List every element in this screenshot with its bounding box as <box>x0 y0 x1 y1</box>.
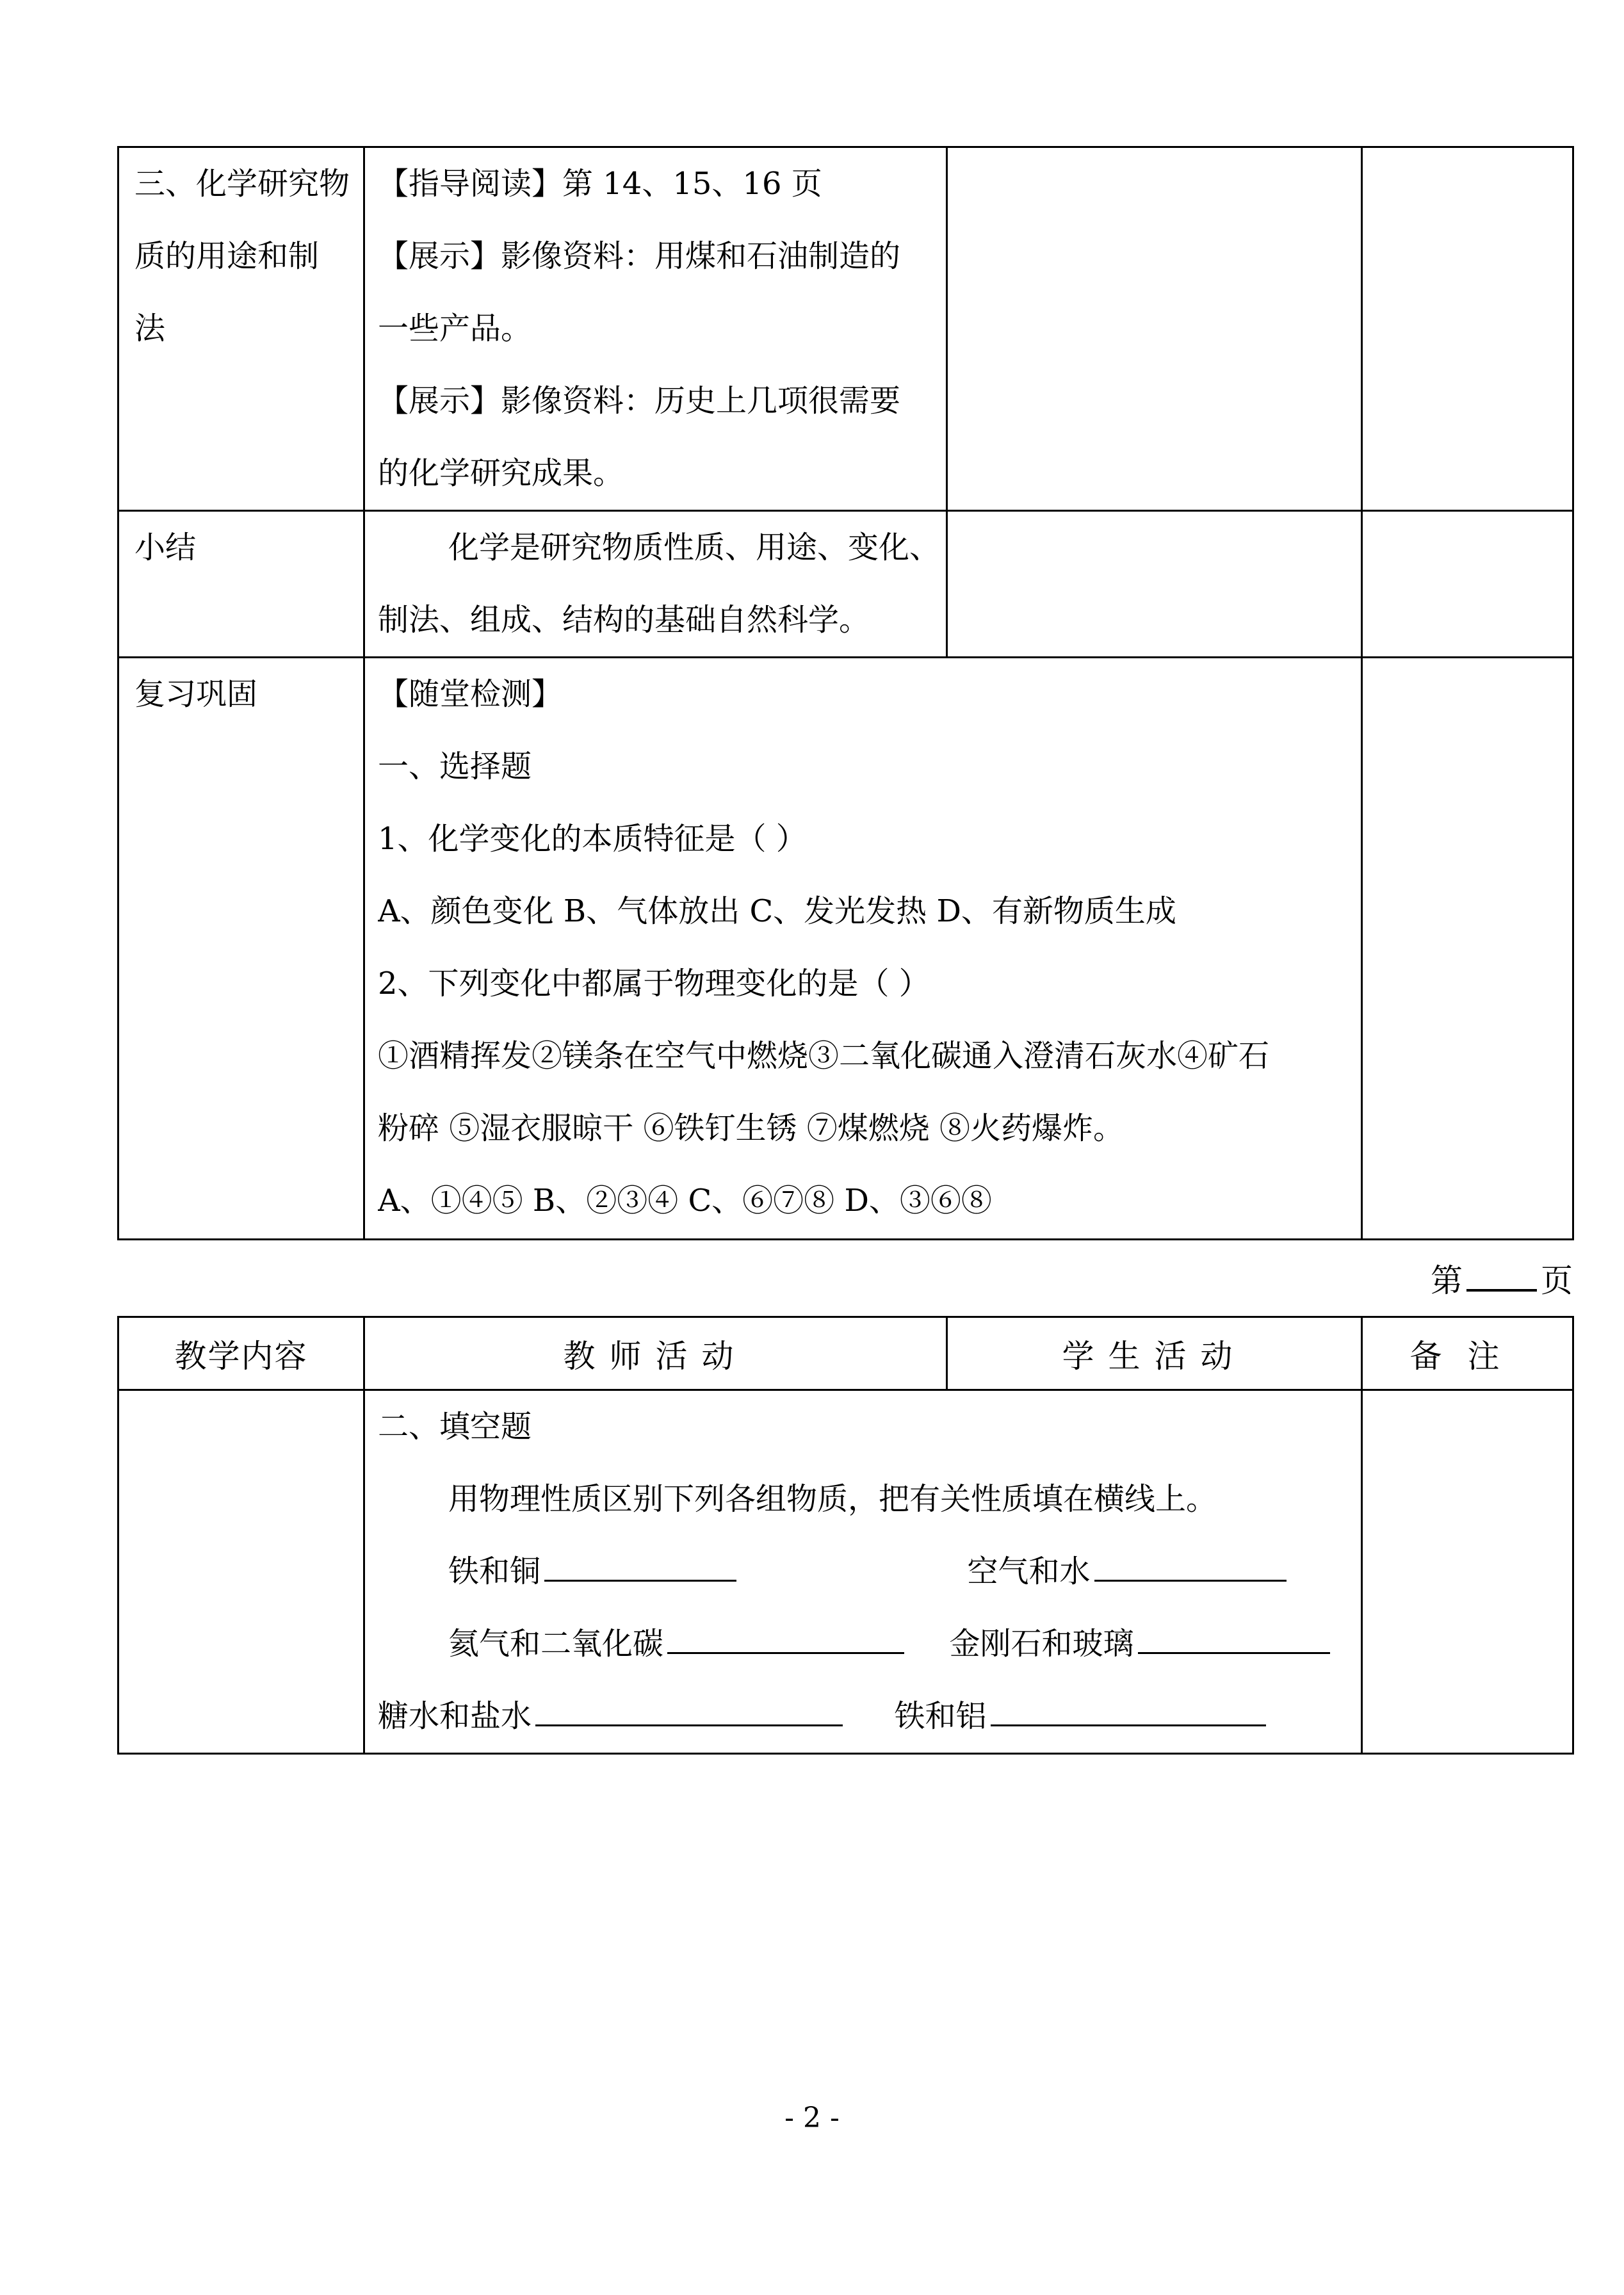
table-row <box>118 658 1573 1240</box>
page-number-blank <box>1466 1258 1537 1292</box>
table-row <box>118 1390 1573 1754</box>
topic-cell <box>118 1390 364 1754</box>
page-footer: - 2 - <box>784 2102 840 2134</box>
notes-cell <box>1362 511 1573 658</box>
header-teacher: 教师活动 <box>364 1317 947 1390</box>
text-line: 粉碎 ⑤湿衣服晾干 ⑥铁钉生锈 ⑦煤燃烧 ⑧火药爆炸。 <box>378 1110 1125 1146</box>
text-line: A、颜色变化 B、气体放出 C、发光发热 D、有新物质生成 <box>378 893 1176 929</box>
text-line: 【指导阅读】第 14、15、16 页 <box>378 166 822 202</box>
fill-pair-label: 空气和水 <box>967 1553 1091 1589</box>
fill-blank[interactable] <box>1138 1619 1330 1654</box>
text-line: 1、化学变化的本质特征是（ ） <box>378 821 807 857</box>
topic-cell <box>118 511 364 658</box>
topic-cell <box>118 658 364 1240</box>
notes-cell <box>1362 658 1573 1240</box>
lesson-table-bottom <box>117 1316 1574 1755</box>
fill-blank[interactable] <box>1094 1546 1287 1582</box>
fill-blank[interactable] <box>544 1546 736 1582</box>
topic-line: 复习巩固 <box>134 676 258 712</box>
text-line: 一些产品。 <box>378 311 532 346</box>
lesson-table-top <box>117 146 1574 1240</box>
table-header-row <box>118 1317 1573 1390</box>
fill-blank[interactable] <box>535 1691 843 1726</box>
page-mark-suffix: 页 <box>1541 1262 1573 1299</box>
fill-pair-label: 糖水和盐水 <box>378 1698 532 1734</box>
page-mark-prefix: 第 <box>1431 1262 1463 1299</box>
notes-cell <box>1362 147 1573 511</box>
fill-pair-label: 铁和铜 <box>448 1553 541 1589</box>
header-notes: 备注 <box>1362 1317 1573 1390</box>
student-activity-cell <box>947 147 1362 511</box>
text-line: ①酒精挥发②镁条在空气中燃烧③二氧化碳通入澄清石灰水④矿石 <box>378 1038 1270 1074</box>
teacher-activity-cell <box>364 147 947 511</box>
table-row <box>118 511 1573 658</box>
text-line: A、①④⑤ B、②③④ C、⑥⑦⑧ D、③⑥⑧ <box>378 1183 992 1219</box>
topic-line: 小结 <box>134 530 197 565</box>
topic-line: 质的用途和制 <box>134 238 320 274</box>
text-line: 化学是研究物质性质、用途、变化、 <box>448 530 941 565</box>
topic-cell <box>118 147 364 511</box>
fill-pair-label: 氦气和二氧化碳 <box>448 1626 664 1662</box>
text-line: 【展示】影像资料：用煤和石油制造的 <box>378 238 901 274</box>
teacher-activity-cell <box>364 511 947 658</box>
text-line: 2、下列变化中都属于物理变化的是（ ） <box>378 966 930 1002</box>
fill-pair-label: 铁和铝 <box>894 1698 987 1734</box>
text-line: 【随堂检测】 <box>378 676 563 712</box>
header-content: 教学内容 <box>118 1317 364 1390</box>
text-line: 制法、组成、结构的基础自然科学。 <box>378 602 870 638</box>
fill-blank[interactable] <box>667 1619 904 1654</box>
student-activity-cell <box>947 511 1362 658</box>
text-line: 的化学研究成果。 <box>378 455 624 491</box>
teacher-activity-cell <box>364 658 1362 1240</box>
text-line: 用物理性质区别下列各组物质，把有关性质填在横线上。 <box>448 1481 1217 1517</box>
page-number-mark <box>1431 1255 1573 1301</box>
teacher-activity-cell <box>364 1390 1362 1754</box>
text-line: 【展示】影像资料：历史上几项很需要 <box>378 383 901 419</box>
header-student: 学生活动 <box>947 1317 1362 1390</box>
notes-cell <box>1362 1390 1573 1754</box>
fill-blank[interactable] <box>991 1691 1266 1726</box>
topic-line: 法 <box>134 311 166 346</box>
fill-pair-label: 金刚石和玻璃 <box>949 1626 1134 1662</box>
topic-line: 三、化学研究物 <box>134 166 350 202</box>
text-line: 二、填空题 <box>378 1409 532 1445</box>
table-row <box>118 147 1573 511</box>
text-line: 一、选择题 <box>378 749 532 784</box>
